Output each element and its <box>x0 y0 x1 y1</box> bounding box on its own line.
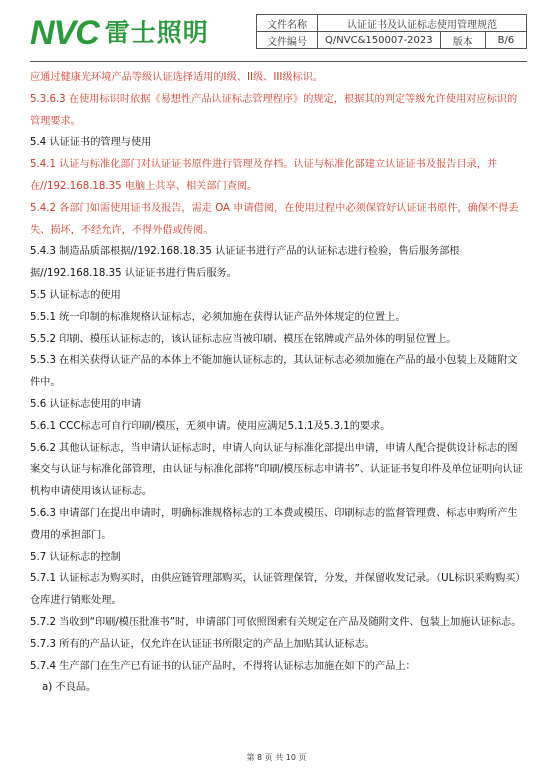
paragraph: a) 不良品。 <box>42 682 97 694</box>
file-name-value: 认证证书及认证标志使用管理规范 <box>318 15 527 32</box>
paragraph: 5.6.1 CCC标志可自行印刷/模压，无须申请。使用应满足5.1.1及5.3.1的要求。 <box>30 420 391 432</box>
paragraph: 5.7.2 当收到“印刷/模压批准书”时，申请部门可依照图索有关规定在产品及随附文件、包装上加施认证标志。 <box>30 616 522 628</box>
logo-nvc-text: NVC <box>30 14 99 52</box>
page-header <box>30 8 527 58</box>
paragraph: 5.3.6.3 在使用标识时依据《易想性产品认证标志管理程序》的规定，根据其的判定等级允许使用对应标识的管理要求。 <box>30 93 518 127</box>
file-no-label: 文件编号 <box>257 32 318 49</box>
version-label: 版本 <box>440 32 485 49</box>
header-divider <box>30 61 527 62</box>
company-logo <box>30 14 230 52</box>
paragraph: 5.5.1 统一印制的标准规格认证标志，必须加施在获得认证产品外体规定的位置上。 <box>30 311 406 323</box>
file-name-label: 文件名称 <box>257 15 318 32</box>
paragraph: 5.5.3 在相关获得认证产品的本体上不能加施认证标志的，其认证标志必须加施在产品的最小包装上及随附文件中。 <box>30 355 518 389</box>
paragraph: 5.4.2 各部门如需使用证书及报告，需走 OA 申请借阅，在使用过程中必须保管好认证证书原件，确保不得丢失、损坏，不经允许，不得外借或传阅。 <box>30 202 519 236</box>
paragraph: 5.4.1 认证与标准化部门对认证证书原件进行管理及存档。认证与标准化部建立认证证书及报告目录，并在//192.168.18.35 电脑上共享、相关部门查阅。 <box>30 159 498 192</box>
paragraph: 5.6 认证标志使用的申请 <box>30 398 142 410</box>
document-info-table <box>256 14 527 49</box>
paragraph: 5.5 认证标志的使用 <box>30 289 121 301</box>
paragraph: 5.4.3 制造品质部根据//192.168.18.35 认证证书进行产品的认证标志进行检验，售后服务部根据//192.168.18.35 认证证书进行售后服务。 <box>30 246 460 280</box>
paragraph: 5.7.1 认证标志为购买时，由供应链管理部购买，认证管理保管，分发，并保留收发记录。（UL标识采购购买）仓库进行销账处理。 <box>30 573 526 607</box>
paragraph: 5.5.2 印刷、模压认证标志的，该认证标志应当被印刷、模压在铭牌或产品外体的明显位置上。 <box>30 333 457 345</box>
paragraph: 5.6.3 申请部门在提出申请时，明确标准规格标志的工本费或模压、印刷标志的监督管理费、标志申购所产生费用的承担部门。 <box>30 507 518 541</box>
paragraph: 5.7.4 生产部门在生产已有证书的认证产品时，不得将认证标志加施在如下的产品上： <box>30 660 416 672</box>
paragraph: 应通过健康光环境产品等级认证选择适用的I级、II级、III级标识。 <box>30 72 324 83</box>
file-no-value: Q/NVC&150007-2023 <box>318 32 441 49</box>
paragraph: 5.4 认证证书的管理与使用 <box>30 137 152 149</box>
logo-cn-text: 雷士照明 <box>104 18 209 47</box>
paragraph: 5.7 认证标志的控制 <box>30 551 121 563</box>
page-footer: 第 8 页 共 10 页 <box>246 753 307 762</box>
paragraph: 5.7.3 所有的产品认证，仅允许在认证证书所限定的产品上加贴其认证标志。 <box>30 638 375 650</box>
version-value: B/6 <box>485 32 526 49</box>
paragraph: 5.6.2 其他认证标志，当申请认证标志时，申请人向认证与标准化部提出申请，申请人配合提供设计标志的图案交与认证与标准化部管理，由认证与标准化部将“印刷/模压标志申请书”、认证证书复印件及单位证明向认证机构申请使用该认证标志。 <box>30 442 523 498</box>
document-body <box>30 67 527 699</box>
